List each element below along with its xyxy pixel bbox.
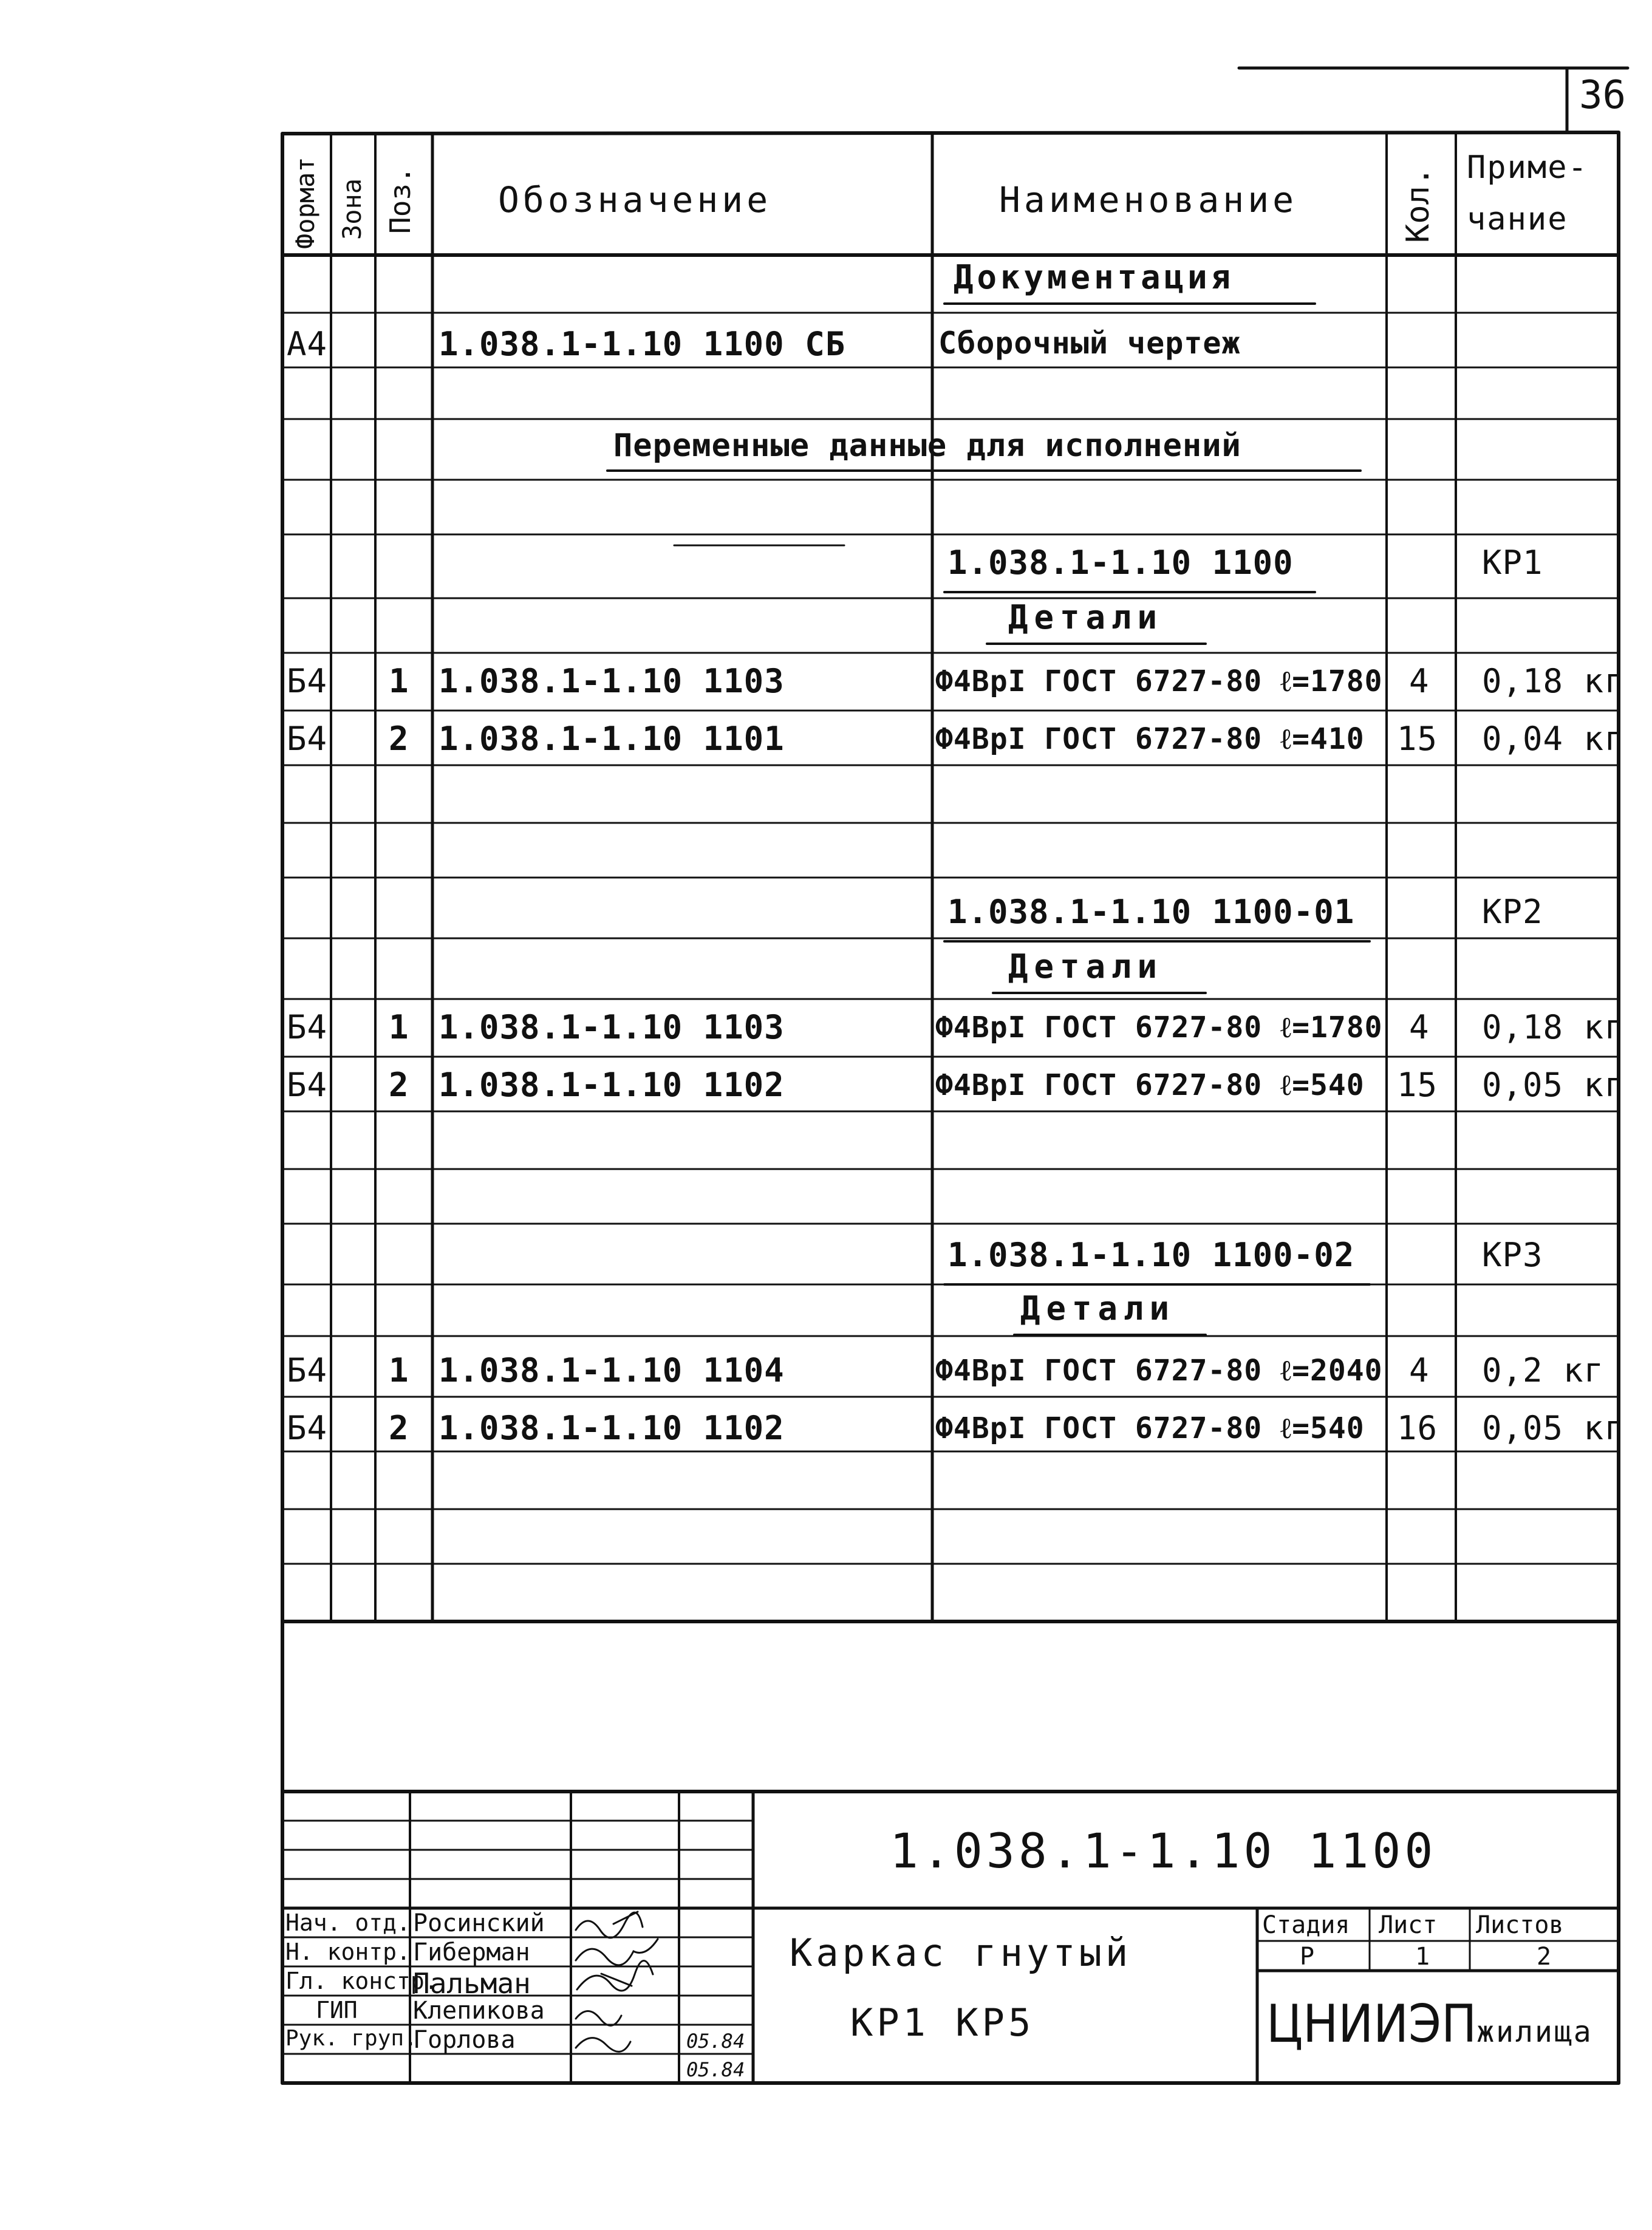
variant1-code: 1.038.1-1.10 1100 bbox=[947, 544, 1294, 582]
header-name: Наименование bbox=[999, 179, 1298, 220]
v3-r2-name: Ф4ВрI ГОСТ 6727-80 ℓ=540 bbox=[935, 1411, 1365, 1445]
title-doc-number: 1.038.1-1.10 1100 bbox=[890, 1824, 1437, 1879]
v1-r2-designation: 1.038.1-1.10 1101 bbox=[439, 720, 785, 758]
v3-r1-designation: 1.038.1-1.10 1104 bbox=[439, 1351, 785, 1389]
v2-r2-designation: 1.038.1-1.10 1102 bbox=[439, 1066, 785, 1104]
header-note-line1: Приме- bbox=[1467, 149, 1588, 186]
header-format: Формат bbox=[290, 157, 320, 249]
v3-r2-pos: 2 bbox=[389, 1409, 409, 1447]
header-note-line2: чание bbox=[1467, 201, 1568, 237]
organization-name bbox=[1266, 1994, 1593, 2054]
v1-r1-format: Б4 bbox=[287, 662, 328, 700]
title-line1: Каркас гнутый bbox=[790, 1931, 1132, 1975]
v3-r1-format: Б4 bbox=[287, 1351, 328, 1389]
date-group-head: 05.84 bbox=[686, 2058, 745, 2081]
sheets-value: 2 bbox=[1537, 1943, 1552, 1971]
role-chief-designer: Гл. констр. bbox=[285, 1968, 439, 1994]
v2-r1-name: Ф4ВрI ГОСТ 6727-80 ℓ=1780 bbox=[935, 1011, 1383, 1045]
doc-format: А4 bbox=[287, 325, 328, 363]
v2-r2-pos: 2 bbox=[389, 1066, 409, 1104]
header-qty: Кол. bbox=[1400, 166, 1436, 243]
v2-r1-qty: 4 bbox=[1409, 1008, 1430, 1046]
v3-r2-qty: 16 bbox=[1397, 1409, 1438, 1447]
v1-r1-note: 0,18 кг bbox=[1482, 662, 1625, 700]
variant3-code: 1.038.1-1.10 1100-02 bbox=[947, 1236, 1355, 1274]
sheet-label: Лист bbox=[1379, 1911, 1438, 1939]
name-head-dept: Росинский bbox=[413, 1909, 545, 1937]
sheet-corner-number: 36 bbox=[1579, 73, 1626, 118]
sheet-value: 1 bbox=[1415, 1943, 1430, 1971]
header-designation: Обозначение bbox=[498, 179, 772, 220]
role-norm-control: Н. контр. bbox=[285, 1938, 411, 1965]
variant1-note: КР1 bbox=[1482, 544, 1543, 582]
doc-name: Сборочный чертеж bbox=[938, 326, 1241, 361]
title-line2: КР1 КР5 bbox=[850, 2000, 1035, 2045]
name-chief-designer: Пальман bbox=[413, 1967, 531, 2000]
variant3-note: КР3 bbox=[1482, 1236, 1543, 1274]
v3-r1-qty: 4 bbox=[1409, 1351, 1430, 1389]
doc-designation: 1.038.1-1.10 1100 СБ bbox=[439, 325, 846, 363]
v1-r2-note: 0,04 кг bbox=[1482, 720, 1625, 758]
v2-r2-note: 0,05 кг bbox=[1482, 1066, 1625, 1104]
role-head-dept: Нач. отд. bbox=[285, 1909, 411, 1936]
section-documentation: Документация bbox=[954, 258, 1235, 296]
v1-r1-name: Ф4ВрI ГОСТ 6727-80 ℓ=1780 bbox=[935, 664, 1383, 698]
v1-r1-qty: 4 bbox=[1409, 662, 1430, 700]
stage-value: Р bbox=[1300, 1943, 1315, 1971]
v3-r1-pos: 1 bbox=[389, 1351, 409, 1389]
v2-r2-qty: 15 bbox=[1397, 1066, 1438, 1104]
v2-r1-designation: 1.038.1-1.10 1103 bbox=[439, 1008, 785, 1046]
name-group-head: Горлова bbox=[413, 2026, 516, 2054]
v1-r2-qty: 15 bbox=[1397, 720, 1438, 758]
v1-r2-pos: 2 bbox=[389, 720, 409, 758]
variant2-note: КР2 bbox=[1482, 893, 1543, 931]
role-gip: ГИП bbox=[316, 1997, 358, 2024]
v3-r1-name: Ф4ВрI ГОСТ 6727-80 ℓ=2040 bbox=[935, 1354, 1383, 1388]
v3-r2-designation: 1.038.1-1.10 1102 bbox=[439, 1409, 785, 1447]
v2-r2-name: Ф4ВрI ГОСТ 6727-80 ℓ=540 bbox=[935, 1068, 1365, 1102]
role-group-head: Рук. груп. bbox=[285, 2026, 417, 2051]
name-gip: Клепикова bbox=[413, 1997, 545, 2025]
v2-r1-note: 0,18 кг bbox=[1482, 1008, 1625, 1046]
variant1-details: Детали bbox=[1008, 598, 1164, 636]
organization-suffix: жилища bbox=[1476, 2015, 1593, 2049]
variant2-code: 1.038.1-1.10 1100-01 bbox=[947, 893, 1355, 931]
date-gip: 05.84 bbox=[686, 2030, 745, 2053]
header-pos: Поз. bbox=[384, 166, 417, 234]
v1-r1-pos: 1 bbox=[389, 662, 409, 700]
v3-r2-note: 0,05 кг bbox=[1482, 1409, 1625, 1447]
stage-label: Стадия bbox=[1262, 1911, 1350, 1939]
variant3-details: Детали bbox=[1020, 1289, 1176, 1328]
v2-r2-format: Б4 bbox=[287, 1066, 328, 1104]
header-zone: Зона bbox=[337, 178, 367, 240]
variant2-details: Детали bbox=[1008, 947, 1164, 986]
section-variable-data: Переменные данные для исполнений bbox=[613, 428, 1241, 464]
v3-r2-format: Б4 bbox=[287, 1409, 328, 1447]
sheets-label: Листов bbox=[1476, 1911, 1564, 1939]
v2-r1-format: Б4 bbox=[287, 1008, 328, 1046]
v1-r2-format: Б4 bbox=[287, 720, 328, 758]
v1-r2-name: Ф4ВрI ГОСТ 6727-80 ℓ=410 bbox=[935, 722, 1365, 756]
v2-r1-pos: 1 bbox=[389, 1008, 409, 1046]
organization-abbr: ЦНИИЭП bbox=[1266, 1994, 1477, 2054]
v3-r1-note: 0,2 кг bbox=[1482, 1351, 1605, 1389]
name-norm-control: Гиберман bbox=[413, 1938, 530, 1966]
v1-r1-designation: 1.038.1-1.10 1103 bbox=[439, 662, 785, 700]
